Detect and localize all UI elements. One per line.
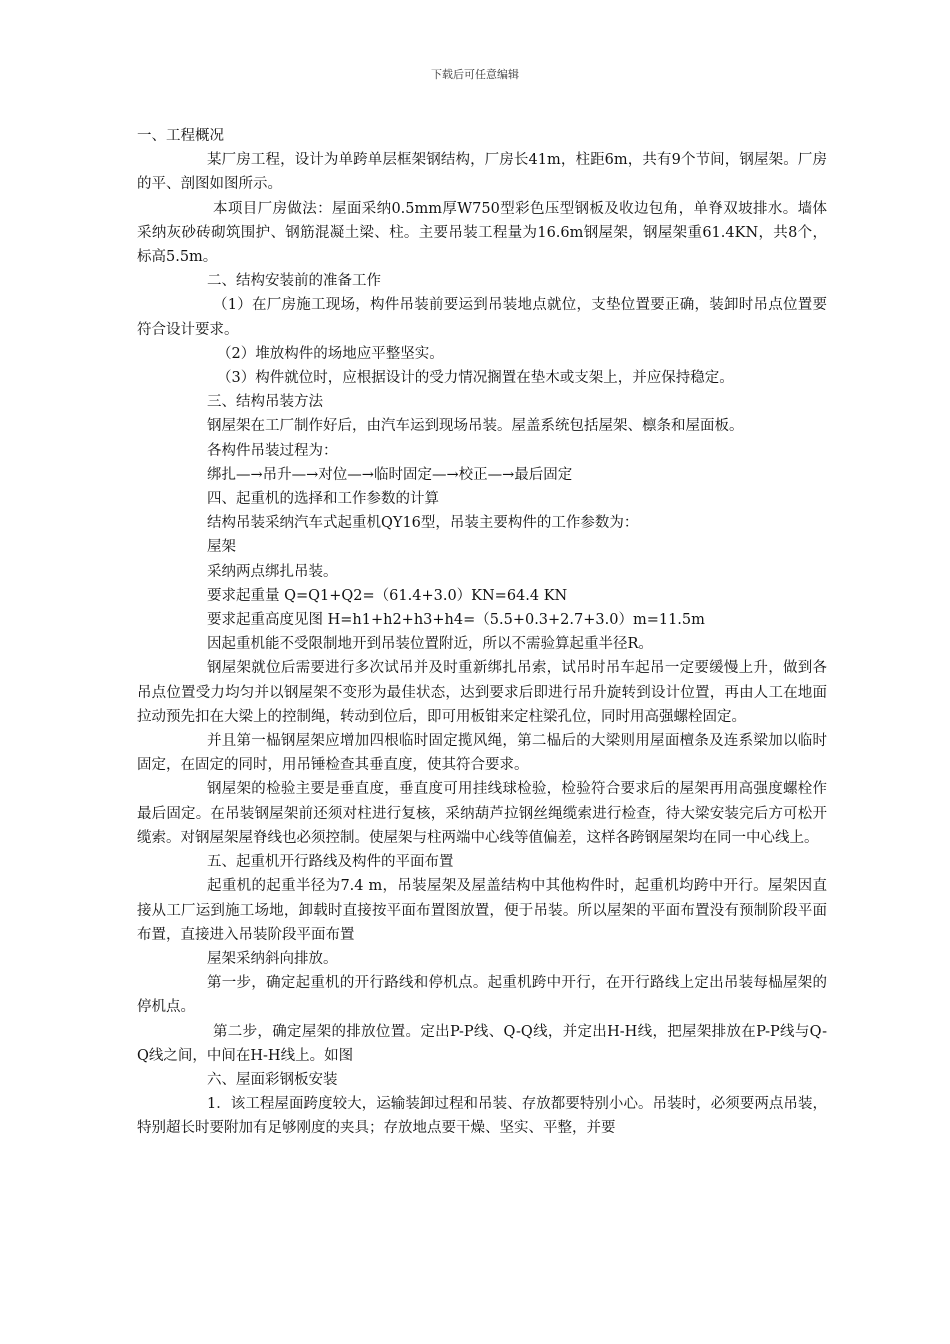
paragraph: 采纳两点绑扎吊装。 [207, 563, 338, 580]
process-flow: 绑扎—→吊升—→对位—→临时固定—→校正—→最后固定 [207, 466, 573, 483]
paragraph: 结构吊装采纳汽车式起重机QY16型，吊装主要构件的工作参数为： [207, 515, 639, 532]
paragraph: 屋架 [207, 539, 236, 556]
section-4-title: 四、起重机的选择和工作参数的计算 [207, 491, 439, 508]
paragraph: 第一步，确定起重机的开行路线和停机点。起重机跨中开行，在开行路线上定出吊装每榀屋架的停机点。 [137, 975, 827, 1016]
formula-line: 要求起重量 Q=Q1+Q2=（61.4+3.0）KN=64.4 KN [207, 587, 568, 604]
formula-line: 要求起重高度见图 H=h1+h2+h3+h4=（5.5+0.3+2.7+3.0）m=11.5m [207, 612, 705, 629]
section-2-title: 二、结构安装前的准备工作 [207, 273, 381, 290]
document-body [137, 124, 827, 1141]
section-5-title: 五、起重机开行路线及构件的平面布置 [207, 854, 454, 871]
paragraph: 因起重机能不受限制地开到吊装位置附近，所以不需验算起重半径R。 [207, 636, 653, 653]
page-header: 下载后可任意编辑 [431, 68, 519, 81]
list-item: （3）构件就位时，应根据设计的受力情况搁置在垫木或支架上，并应保持稳定。 [217, 370, 734, 387]
paragraph: 各构件吊装过程为： [207, 442, 338, 459]
list-item: （2）堆放构件的场地应平整坚实。 [217, 345, 444, 362]
section-6-title: 六、屋面彩钢板安装 [207, 1071, 338, 1088]
paragraph: 钢屋架的检验主要是垂直度，垂直度可用挂线球检验，检验符合要求后的屋架再用高强度螺栓作最后固定。在吊装钢屋架前还须对柱进行复核，采纳葫芦拉钢丝绳缆索进行检查，待大梁安装完后方可松开缆索。对钢屋架屋脊线也必须控制。使屋架与柱两端中心线等值偏差，这样各跨钢屋架均在同一中心线上。 [137, 781, 827, 846]
paragraph: 1．该工程屋面跨度较大，运输装卸过程和吊装、存放都要特别小心。吊装时，必须要两点吊装，特别超长时要附加有足够刚度的夹具；存放地点要干燥、坚实、平整，并要 [137, 1096, 827, 1137]
section-1-title: 一、工程概况 [137, 128, 224, 144]
paragraph: 钢屋架就位后需要进行多次试吊并及时重新绑扎吊索，试吊时吊车起吊一定要缓慢上升，做到各吊点位置受力均匀并以钢屋架不变形为最佳状态，达到要求后即进行吊升旋转到设计位置，再由人工在地面拉动预先扣在大梁上的控制绳，转动到位后，即可用板钳来定柱梁孔位，同时用高强螺栓固定。 [137, 660, 827, 725]
section-3-title: 三、结构吊装方法 [207, 394, 323, 411]
paragraph: 并且第一榀钢屋架应增加四根临时固定揽风绳，第二榀后的大梁则用屋面檀条及连系梁加以临时固定，在固定的同时，用吊锤检查其垂直度，使其符合要求。 [137, 733, 827, 774]
list-item: （1）在厂房施工现场，构件吊装前要运到吊装地点就位，支垫位置要正确，装卸时吊点位置要符合设计要求。 [137, 297, 827, 338]
paragraph: 第二步，确定屋架的排放位置。定出P-P线、Q-Q线，并定出H-H线，把屋架排放在P-P线与Q-Q线之间，中间在H-H线上。如图 [137, 1023, 827, 1064]
paragraph: 某厂房工程，设计为单跨单层框架钢结构，厂房长41m，柱距6m，共有9个节间，钢屋架。厂房的平、剖图如图所示。 [137, 152, 827, 193]
paragraph: 钢屋架在工厂制作好后，由汽车运到现场吊装。屋盖系统包括屋架、檩条和屋面板。 [207, 418, 744, 435]
paragraph: 屋架采纳斜向排放。 [207, 950, 338, 967]
paragraph: 起重机的起重半径为7.4 m，吊装屋架及屋盖结构中其他构件时，起重机均跨中开行。屋架因直接从工厂运到施工场地，卸载时直接按平面布置图放置，便于吊装。所以屋架的平面布置没有预制阶段平面布置，直接进入吊装阶段平面布置 [137, 878, 827, 943]
paragraph: 本项目厂房做法：屋面采纳0.5mm厚W750型彩色压型钢板及收边包角，单脊双坡排水。墙体采纳灰砂砖砌筑围护、钢筋混凝土梁、柱。主要吊装工程量为16.6m钢屋架，钢屋架重61.4KN，共8个，标高5.5m。 [137, 200, 827, 266]
